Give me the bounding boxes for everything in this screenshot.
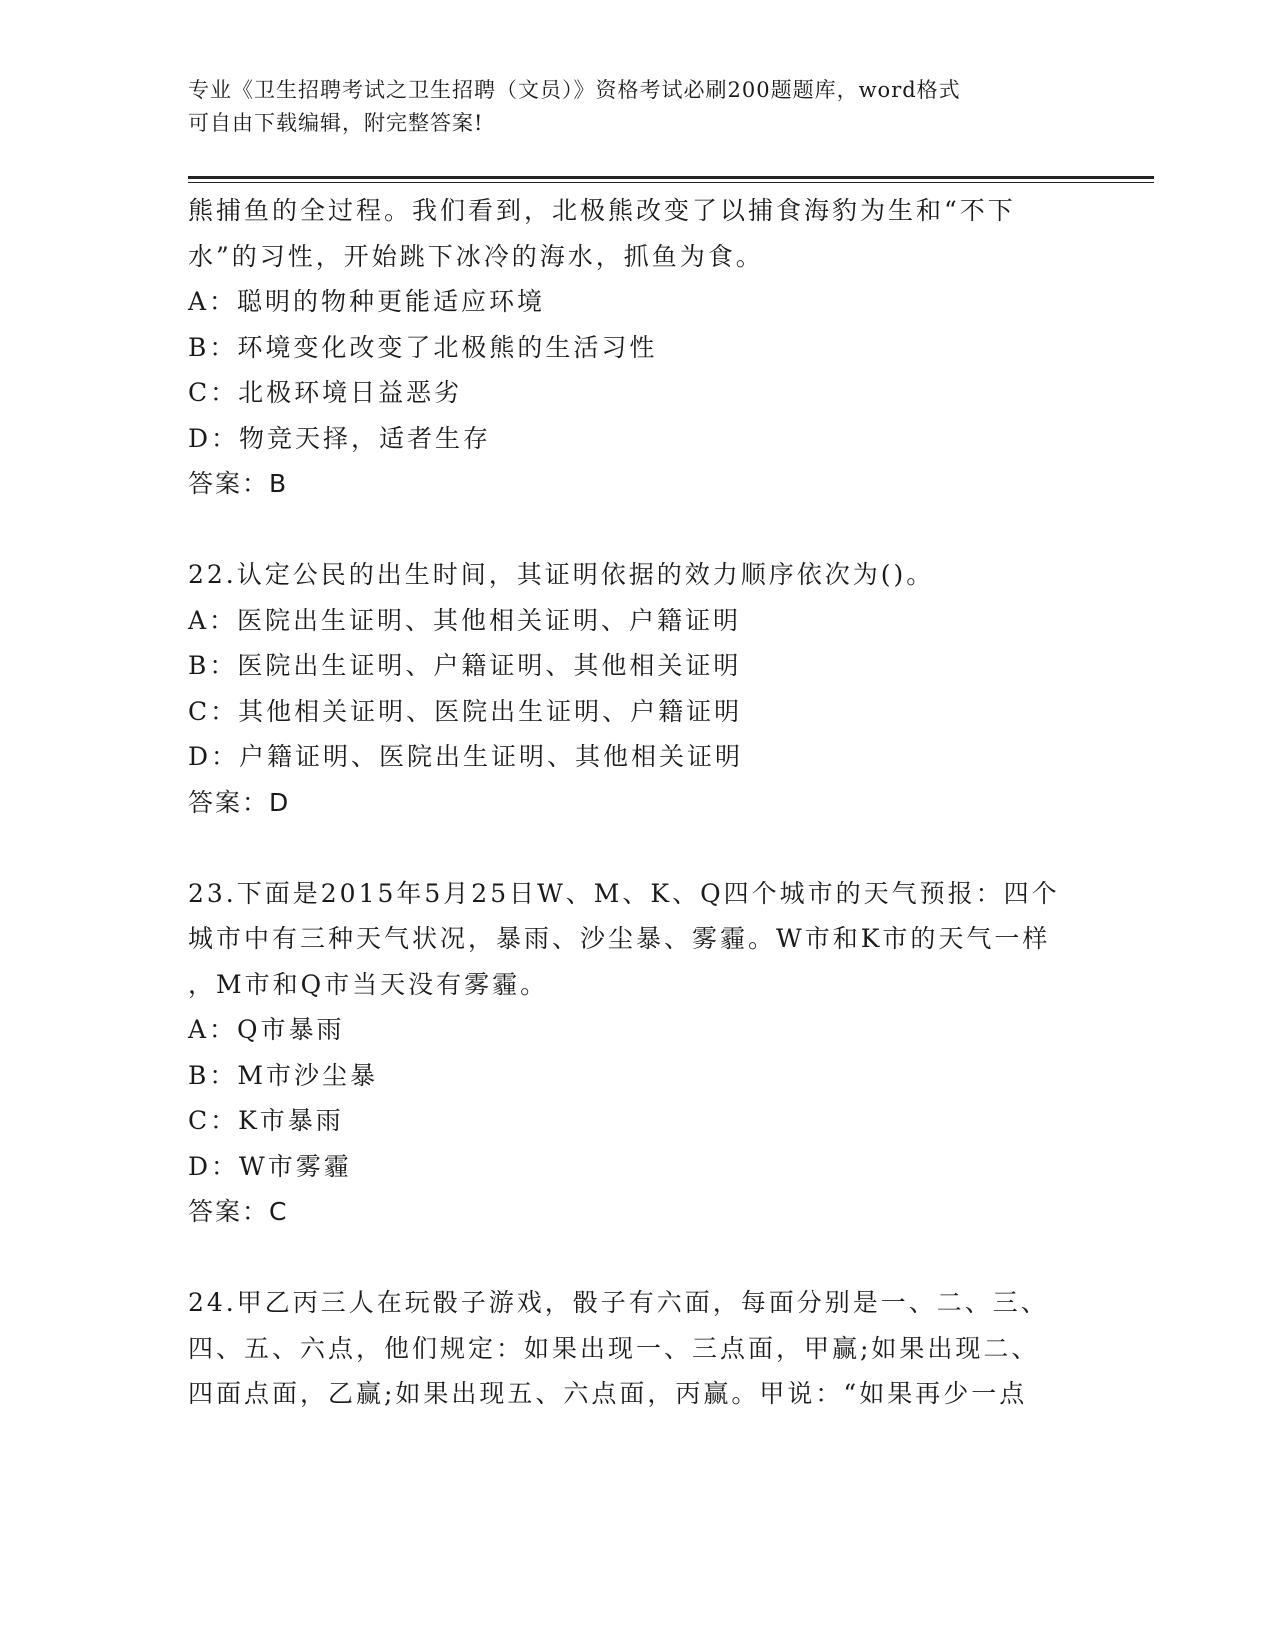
option-b: B：M市沙尘暴 [188,1060,378,1090]
question-23 [188,871,1148,1235]
question-spacer [188,507,1148,553]
question-stem-line: 22.认定公民的出生时间，其证明依据的效力顺序依次为()。 [188,560,935,589]
question-21 [188,188,1148,507]
option-b: B：医院出生证明、户籍证明、其他相关证明 [188,651,742,680]
question-spacer [188,1235,1148,1281]
header-title-line-1: 专业《卫生招聘考试之卫生招聘（文员）》资格考试必刷200题题库，word格式 [188,78,961,102]
option-d: D：物竞天择，适者生存 [188,423,492,453]
option-c: C：北极环境日益恶劣 [188,378,463,407]
question-stem-line: 四面点面，乙赢;如果出现五、六点面，丙赢。甲说：“如果再少一点 [188,1379,1028,1408]
option-d: D：户籍证明、医院出生证明、其他相关证明 [188,742,744,771]
question-stem-line: 24.甲乙丙三人在玩骰子游戏，骰子有六面，每面分别是一、二、三、 [188,1288,1049,1317]
option-b: B：环境变化改变了北极熊的生活习性 [188,332,658,362]
option-c: C：K市暴雨 [188,1106,344,1135]
question-spacer [188,825,1148,871]
option-a: A：医院出生证明、其他相关证明、户籍证明 [188,605,742,635]
document-header [188,74,1088,140]
question-stem-line: 熊捕鱼的全过程。我们看到，北极熊改变了以捕食海豹为生和“不下 [188,196,1016,225]
question-stem-line: 城市中有三种天气状况，暴雨、沙尘暴、雾霾。W市和K市的天气一样 [188,924,1051,953]
question-stem-line: 23.下面是2015年5月25日W、M、K、Q四个城市的天气预报：四个 [188,878,1060,908]
option-d: D：W市雾霾 [188,1151,352,1181]
option-c: C：其他相关证明、医院出生证明、户籍证明 [188,696,743,726]
answer-label: 答案：C [188,1197,289,1226]
question-stem-line: ，M市和Q市当天没有雾霾。 [188,969,549,999]
answer-label: 答案：B [188,469,289,498]
answer-label: 答案：D [188,787,291,817]
question-stem-line: 水”的习性，开始跳下冰冷的海水，抓鱼为食。 [188,241,764,271]
question-24 [188,1280,1148,1417]
question-stem-line: 四、五、六点，他们规定：如果出现一、三点面，甲赢;如果出现二、 [188,1333,1040,1363]
option-a: A：聪明的物种更能适应环境 [188,287,546,316]
question-22 [188,552,1148,825]
header-title-line-2: 可自由下载编辑，附完整答案! [188,111,484,135]
header-divider-thick [188,176,1154,179]
header-divider-thin [188,182,1154,183]
option-a: A：Q市暴雨 [188,1015,345,1044]
document-body [188,188,1148,1417]
